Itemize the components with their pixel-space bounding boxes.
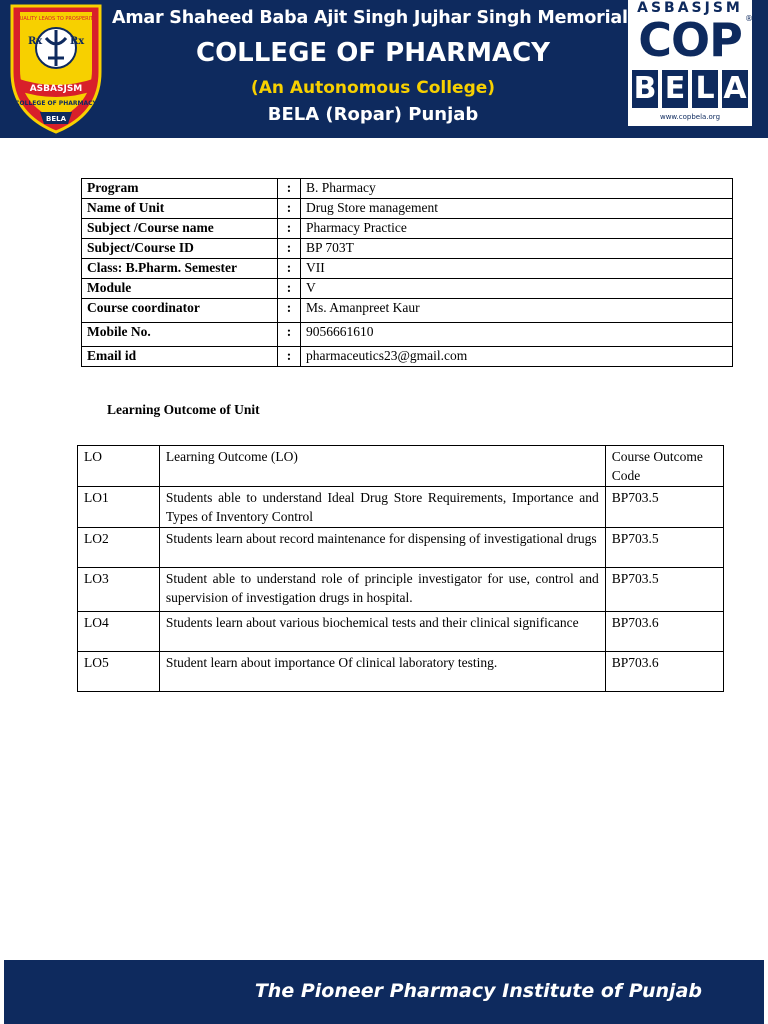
learning-outcome-heading: Learning Outcome of Unit (107, 402, 260, 417)
info-separator: : (278, 259, 301, 279)
logo-bela-letter: E (662, 70, 688, 108)
info-separator: : (278, 239, 301, 259)
crest-rx-left: Rx (28, 36, 43, 47)
logo-bela-letter: B (633, 71, 657, 106)
lo-id: LO5 (78, 652, 160, 692)
cop-bela-logo (628, 0, 752, 126)
column-header-lo: LO (78, 446, 160, 487)
table-row (82, 323, 733, 347)
college-status: (An Autonomous College) (250, 78, 496, 98)
lo-text: Student able to understand role of principle investigator for use, control and supervision of investigation drugs in hospital. (159, 568, 605, 612)
table-row (82, 279, 733, 299)
info-value: B. Pharmacy (301, 179, 733, 199)
lo-id: LO1 (78, 487, 160, 528)
lo-code: BP703.6 (605, 652, 723, 692)
learning-outcome-table (77, 445, 724, 692)
logo-cop: COP (638, 13, 742, 67)
table-row (78, 528, 724, 568)
lo-text: Students able to understand Ideal Drug Store Requirements, Importance and Types of Inventory Control (159, 487, 605, 528)
info-value: Drug Store management (301, 199, 733, 219)
lo-id: LO3 (78, 568, 160, 612)
info-label: Name of Unit (82, 199, 278, 219)
table-row (82, 199, 733, 219)
info-label: Module (82, 279, 278, 299)
lo-id: LO2 (78, 528, 160, 568)
logo-acronym: ASBASJSM (637, 0, 743, 16)
logo-bela-letter: L (692, 70, 718, 108)
logo-bela-letter: A (723, 71, 747, 106)
crest-ribbon-college: COLLEGE OF PHARMACY (15, 100, 97, 107)
info-label: Course coordinator (82, 299, 278, 323)
table-row (82, 179, 733, 199)
lo-code: BP703.5 (605, 528, 723, 568)
table-row (82, 299, 733, 323)
table-row (78, 487, 724, 528)
info-separator: : (278, 179, 301, 199)
crest-ribbon-asbasjsm: ASBASJSM (29, 84, 83, 94)
lo-code: BP703.5 (605, 487, 723, 528)
table-row (82, 347, 733, 367)
crest-ribbon-bela: BELA (46, 115, 66, 123)
table-row (78, 612, 724, 652)
column-header-outcome: Learning Outcome (LO) (159, 446, 605, 487)
info-value: pharmaceutics23@gmail.com (301, 347, 733, 367)
info-separator: : (278, 323, 301, 347)
info-separator: : (278, 299, 301, 323)
column-header-code: Course Outcome Code (605, 446, 723, 487)
table-row (78, 652, 724, 692)
course-info-table (81, 178, 733, 367)
info-value: Pharmacy Practice (301, 219, 733, 239)
info-separator: : (278, 279, 301, 299)
footer-tagline: The Pioneer Pharmacy Institute of Punjab (254, 980, 702, 1002)
logo-bela (632, 70, 748, 110)
logo-registered-mark: ® (745, 14, 753, 23)
info-label: Class: B.Pharm. Semester (82, 259, 278, 279)
college-trust-name: Amar Shaheed Baba Ajit Singh Jujhar Singh Memorial (112, 8, 628, 28)
table-row (78, 568, 724, 612)
crest-rx-right: Rx (70, 36, 85, 47)
info-value: 9056661610 (301, 323, 733, 347)
lo-text: Students learn about record maintenance for dispensing of investigational drugs (159, 528, 605, 568)
crest-motto: QUALITY LEADS TO PROSPERITY (15, 16, 97, 22)
table-row (82, 259, 733, 279)
lo-code: BP703.6 (605, 612, 723, 652)
lo-text: Students learn about various biochemical tests and their clinical significance (159, 612, 605, 652)
info-label: Mobile No. (82, 323, 278, 347)
table-row (82, 239, 733, 259)
info-separator: : (278, 199, 301, 219)
info-label: Subject /Course name (82, 219, 278, 239)
info-value: V (301, 279, 733, 299)
lo-text: Student learn about importance Of clinical laboratory testing. (159, 652, 605, 692)
info-label: Email id (82, 347, 278, 367)
info-label: Program (82, 179, 278, 199)
table-header-row (78, 446, 724, 487)
table-row (82, 219, 733, 239)
logo-url: www.copbela.org (659, 113, 721, 121)
header-banner (0, 0, 768, 138)
college-name: COLLEGE OF PHARMACY (195, 38, 550, 68)
info-value: BP 703T (301, 239, 733, 259)
info-value: VII (301, 259, 733, 279)
lo-id: LO4 (78, 612, 160, 652)
lo-code: BP703.5 (605, 568, 723, 612)
info-label: Subject/Course ID (82, 239, 278, 259)
footer-banner (4, 960, 764, 1024)
info-separator: : (278, 347, 301, 367)
info-separator: : (278, 219, 301, 239)
info-value: Ms. Amanpreet Kaur (301, 299, 733, 323)
college-crest-icon (6, 2, 106, 134)
college-location: BELA (Ropar) Punjab (267, 104, 479, 125)
